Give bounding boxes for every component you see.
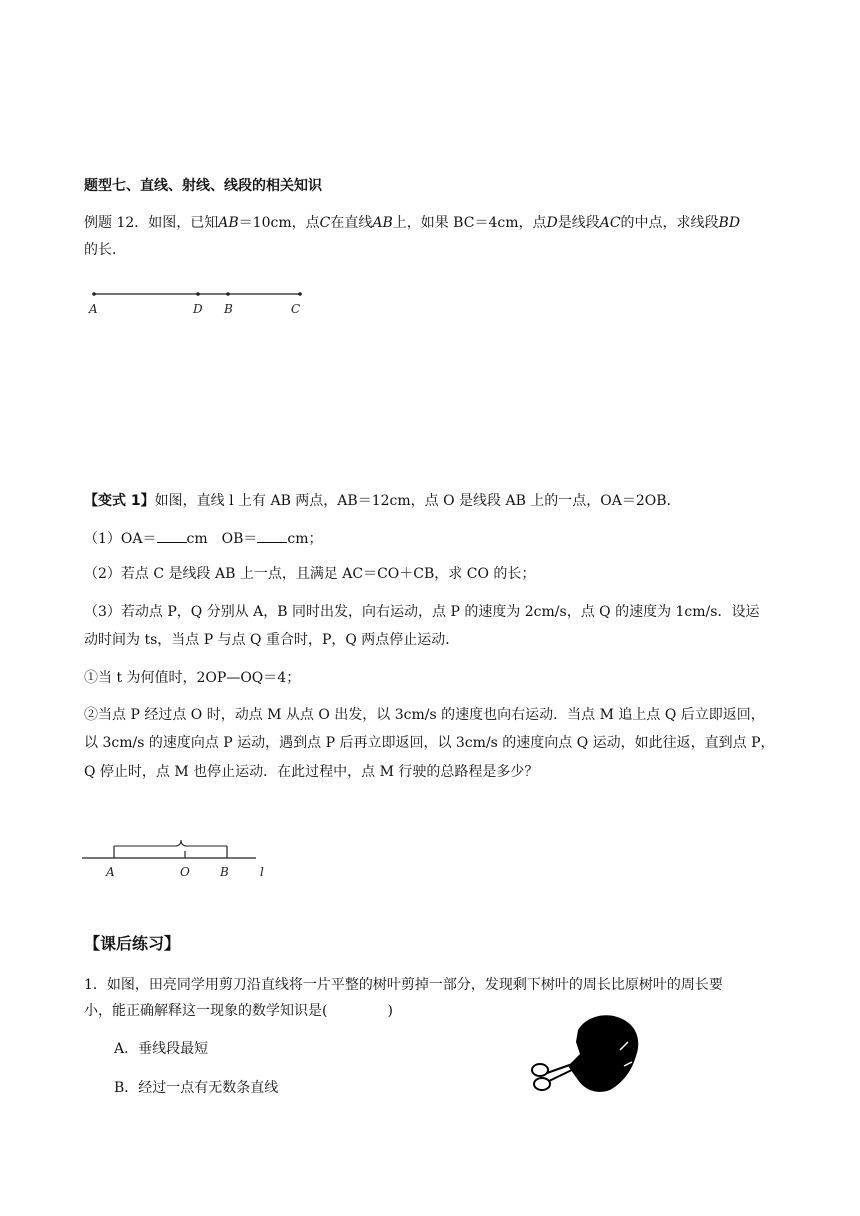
leaf-icon — [568, 1015, 638, 1092]
label-c: C — [291, 302, 301, 316]
variant-1-line1: 【变式 1】如图，直线 l 上有 AB 两点，AB＝12cm，点 O 是线段 AB 上的一点，OA＝2OB． — [84, 493, 681, 509]
line-l-figure — [80, 818, 280, 880]
section-title: 题型七、直线、射线、线段的相关知识 — [84, 178, 322, 194]
label-a: A — [106, 865, 115, 879]
answer-blank-oa[interactable] — [157, 528, 187, 543]
variant-sub2-line1: ②当点 P 经过点 O 时，动点 M 从点 O 出发，以 3cm/s 的速度也向右运动．当点 M 追上点 Q 后立即返回， — [84, 707, 765, 723]
variant-sub1: ①当 t 为何值时，2OP—OQ＝4； — [84, 670, 301, 686]
variant-q1: （1）OA＝ cm OB＝ cm； — [84, 528, 323, 549]
segment-figure-acdbc — [84, 280, 324, 320]
label-b: B — [224, 302, 233, 316]
q1-line2: 小，能正确解释这一现象的数学知识是( ) — [84, 1003, 393, 1019]
leaf-scissors-image — [528, 1010, 648, 1095]
example-12-line1: 例题 12．如图，已知AB＝10cm，点C在直线AB上，如果 BC＝4cm，点D是线段AC的中点，求线段BD — [84, 215, 741, 231]
variant-q2: （2）若点 C 是线段 AB 上一点，且满足 AC＝CO＋CB，求 CO 的长； — [84, 566, 536, 582]
variant-sub2-line3: Q 停止时，点 M 也停止运动．在此过程中，点 M 行驶的总路程是多少？ — [84, 764, 539, 780]
option-b[interactable]: B．经过一点有无数条直线 — [114, 1080, 279, 1096]
label-o: O — [180, 865, 190, 879]
option-a[interactable]: A．垂线段最短 — [114, 1041, 209, 1057]
variant-q3-line2: 动时间为 ts，当点 P 与点 Q 重合时，P，Q 两点停止运动． — [84, 632, 460, 648]
example-12-line2: 的长． — [84, 242, 126, 258]
label-l: l — [260, 865, 264, 879]
label-a: A — [89, 302, 98, 316]
label-b: B — [220, 865, 229, 879]
variant-sub2-line2: 以 3cm/s 的速度向点 P 运动，遇到点 P 后再立即返回，以 3cm/s 的速度向点 Q 运动，如此往返，直到点 P， — [84, 735, 775, 751]
variant-q3-line1: （3）若动点 P，Q 分别从 A，B 同时出发，向右运动，点 P 的速度为 2cm/s，点 Q 的速度为 1cm/s．设运 — [84, 604, 760, 620]
homework-title: 【课后练习】 — [84, 934, 181, 953]
label-d: D — [193, 302, 203, 316]
q1-line1: 1．如图，田亮同学用剪刀沿直线将一片平整的树叶剪掉一部分，发现剩下树叶的周长比原树叶的周长要 — [84, 977, 723, 993]
answer-blank-ob[interactable] — [257, 528, 287, 543]
